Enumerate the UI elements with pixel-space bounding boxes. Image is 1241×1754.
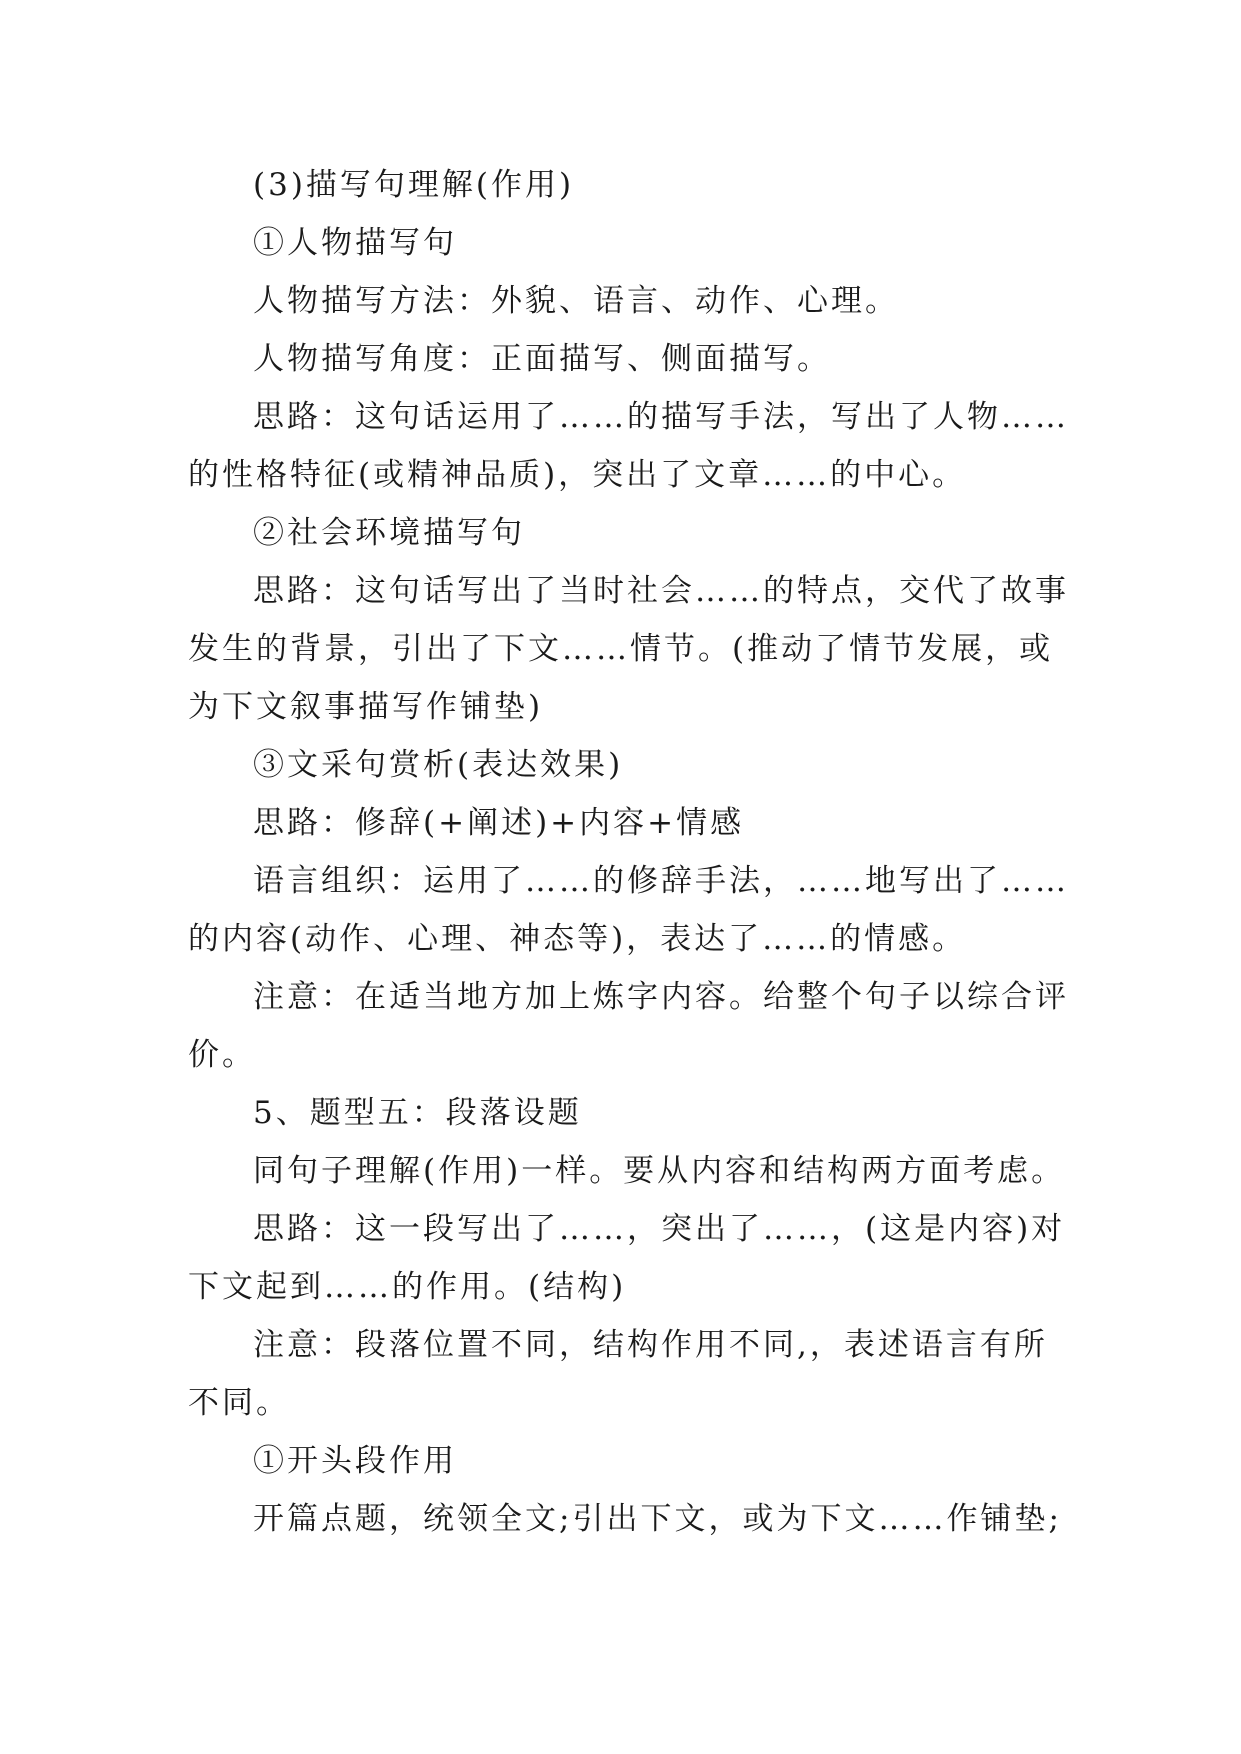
subheading-literary-sentence: ③文采句赏析(表达效果) xyxy=(253,747,624,783)
subheading-character-description: ①人物描写句 xyxy=(253,225,457,261)
paragraph-line: 下文起到……的作用。(结构) xyxy=(188,1269,627,1305)
paragraph-line: 价。 xyxy=(188,1037,256,1073)
paragraph-line: 语言组织：运用了……的修辞手法，……地写出了…… xyxy=(253,863,1069,899)
paragraph-line: 不同。 xyxy=(188,1385,290,1421)
paragraph-line: 注意：段落位置不同，结构作用不同,，表述语言有所 xyxy=(253,1327,1048,1363)
paragraph-line: 思路：这句话写出了当时社会……的特点，交代了故事 xyxy=(253,573,1069,609)
subheading-social-environment: ②社会环境描写句 xyxy=(253,515,525,551)
paragraph-line: 的内容(动作、心理、神态等)，表达了……的情感。 xyxy=(188,921,967,957)
paragraph-line: 为下文叙事描写作铺垫) xyxy=(188,689,544,725)
paragraph-line: 的性格特征(或精神品质)，突出了文章……的中心。 xyxy=(188,457,967,493)
subheading-opening-paragraph: ①开头段作用 xyxy=(253,1443,457,1479)
section-heading-question-type-five: 5、题型五：段落设题 xyxy=(253,1095,582,1131)
paragraph-line: 思路：这一段写出了……，突出了……，(这是内容)对 xyxy=(253,1211,1066,1247)
paragraph-line: 同句子理解(作用)一样。要从内容和结构两方面考虑。 xyxy=(253,1153,1066,1189)
paragraph-line: 思路：这句话运用了……的描写手法，写出了人物…… xyxy=(253,399,1069,435)
section-heading-description-sentence: (3)描写句理解(作用) xyxy=(253,167,575,203)
paragraph-line: 思路：修辞(+阐述)+内容+情感 xyxy=(253,805,745,841)
paragraph-line: 人物描写方法：外貌、语言、动作、心理。 xyxy=(253,283,899,319)
paragraph-line: 发生的背景，引出了下文……情节。(推动了情节发展，或 xyxy=(188,631,1054,667)
paragraph-line: 人物描写角度：正面描写、侧面描写。 xyxy=(253,341,831,377)
paragraph-line: 开篇点题，统领全文;引出下文，或为下文……作铺垫; xyxy=(253,1501,1062,1537)
paragraph-line: 注意：在适当地方加上炼字内容。给整个句子以综合评 xyxy=(253,979,1069,1015)
